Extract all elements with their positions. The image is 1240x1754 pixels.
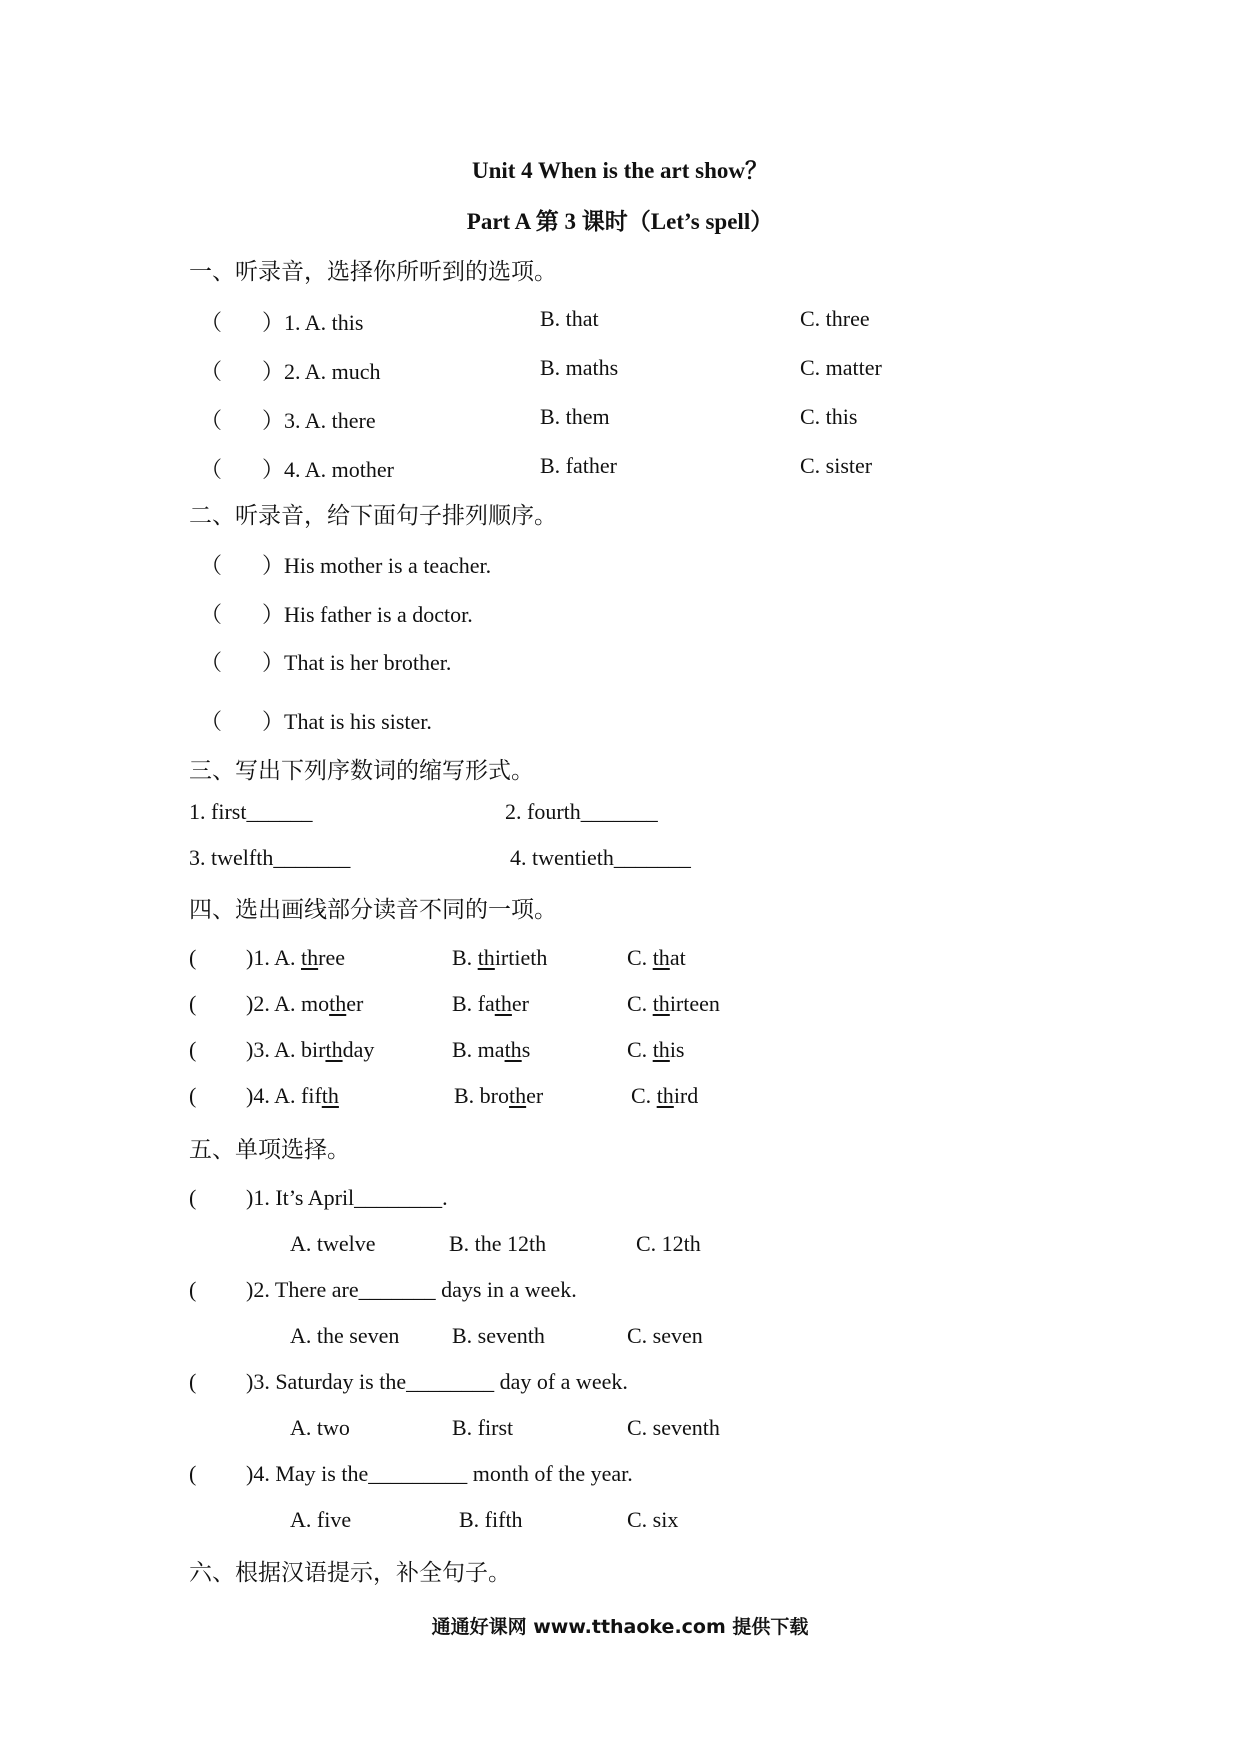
section-3-heading: 三、写出下列序数词的缩写形式。: [189, 758, 534, 784]
question-option-c: C. matter: [800, 355, 882, 380]
page-subtitle: Part A 第 3 课时（Let’s spell）: [466, 209, 774, 234]
paren: (: [189, 945, 197, 970]
sentence: ）His father is a doctor.: [262, 602, 473, 627]
section-5-heading: 五、单项选择。: [189, 1137, 350, 1163]
paren: (: [189, 1037, 197, 1062]
question-option-c: C. sister: [800, 453, 873, 478]
option-a: )2. A. mother: [246, 991, 364, 1016]
option-c: C. 12th: [636, 1231, 701, 1256]
option-c: C. this: [627, 1037, 685, 1062]
paren: (: [189, 1083, 197, 1108]
section-4-heading: 四、选出画线部分读音不同的一项。: [189, 897, 557, 923]
option-c: C. seventh: [627, 1415, 720, 1440]
section-2-heading: 二、听录音，给下面句子排列顺序。: [189, 503, 557, 529]
option-a: )1. A. three: [246, 945, 345, 970]
ordinal-item: 3. twelfth_______: [189, 845, 351, 870]
question-option-b: B. them: [540, 404, 610, 429]
option-c: C. seven: [627, 1323, 703, 1348]
page-title: Unit 4 When is the art show？: [471, 158, 769, 183]
question-option-c: C. this: [800, 404, 858, 429]
option-b: B. the 12th: [449, 1231, 547, 1256]
sentence: ）That is her brother.: [262, 650, 452, 675]
option-b: B. father: [452, 991, 529, 1016]
list-item: （: [200, 650, 223, 675]
ordinal-item: 1. first______: [189, 799, 313, 824]
question: )3. Saturday is the________ day of a week.: [246, 1369, 628, 1394]
list-item: （: [200, 310, 223, 335]
option-a: A. the seven: [290, 1323, 400, 1348]
question: )4. May is the_________ month of the year.: [246, 1461, 633, 1486]
paren: (: [189, 1277, 197, 1302]
option-a: )3. A. birthday: [246, 1037, 375, 1062]
paren: (: [189, 991, 197, 1016]
list-item: （: [200, 359, 223, 384]
question-option-b: B. father: [540, 453, 617, 478]
paren: (: [189, 1369, 197, 1394]
question-option-b: B. maths: [540, 355, 619, 380]
option-c: C. six: [627, 1507, 679, 1532]
ordinal-item: 4. twentieth_______: [510, 845, 691, 870]
section-6-heading: 六、根据汉语提示，补全句子。: [189, 1560, 511, 1586]
list-item: （: [200, 457, 223, 482]
question-option-a: ）2. A. much: [262, 359, 381, 384]
question: )1. It’s April________.: [246, 1185, 448, 1210]
question-option-a: ）1. A. this: [262, 310, 364, 335]
option-b: B. thirtieth: [452, 945, 548, 970]
option-a: A. five: [290, 1507, 352, 1532]
option-c: C. that: [627, 945, 686, 970]
list-item: （: [200, 709, 223, 734]
paren: (: [189, 1461, 197, 1486]
list-item: （: [200, 602, 223, 627]
list-item: （: [200, 553, 223, 578]
list-item: （: [200, 408, 223, 433]
paren: (: [189, 1185, 197, 1210]
option-a: )4. A. fifth: [246, 1083, 339, 1108]
question-option-a: ）3. A. there: [262, 408, 376, 433]
section-1-heading: 一、听录音，选择你所听到的选项。: [189, 259, 557, 285]
option-a: A. twelve: [290, 1231, 376, 1256]
ordinal-item: 2. fourth_______: [505, 799, 658, 824]
question: )2. There are_______ days in a week.: [246, 1277, 577, 1302]
option-b: B. first: [452, 1415, 514, 1440]
footer-text: 通通好课网 www.tthaoke.com 提供下载: [431, 1616, 809, 1638]
sentence: ）That is his sister.: [262, 709, 432, 734]
option-c: C. thirteen: [627, 991, 720, 1016]
option-b: B. seventh: [452, 1323, 545, 1348]
option-a: A. two: [290, 1415, 350, 1440]
sentence: ）His mother is a teacher.: [262, 553, 492, 578]
option-b: B. fifth: [459, 1507, 523, 1532]
option-b: B. maths: [452, 1037, 531, 1062]
question-option-a: ）4. A. mother: [262, 457, 394, 482]
option-c: C. third: [631, 1083, 699, 1108]
option-b: B. brother: [454, 1083, 544, 1108]
question-option-c: C. three: [800, 306, 870, 331]
question-option-b: B. that: [540, 306, 599, 331]
